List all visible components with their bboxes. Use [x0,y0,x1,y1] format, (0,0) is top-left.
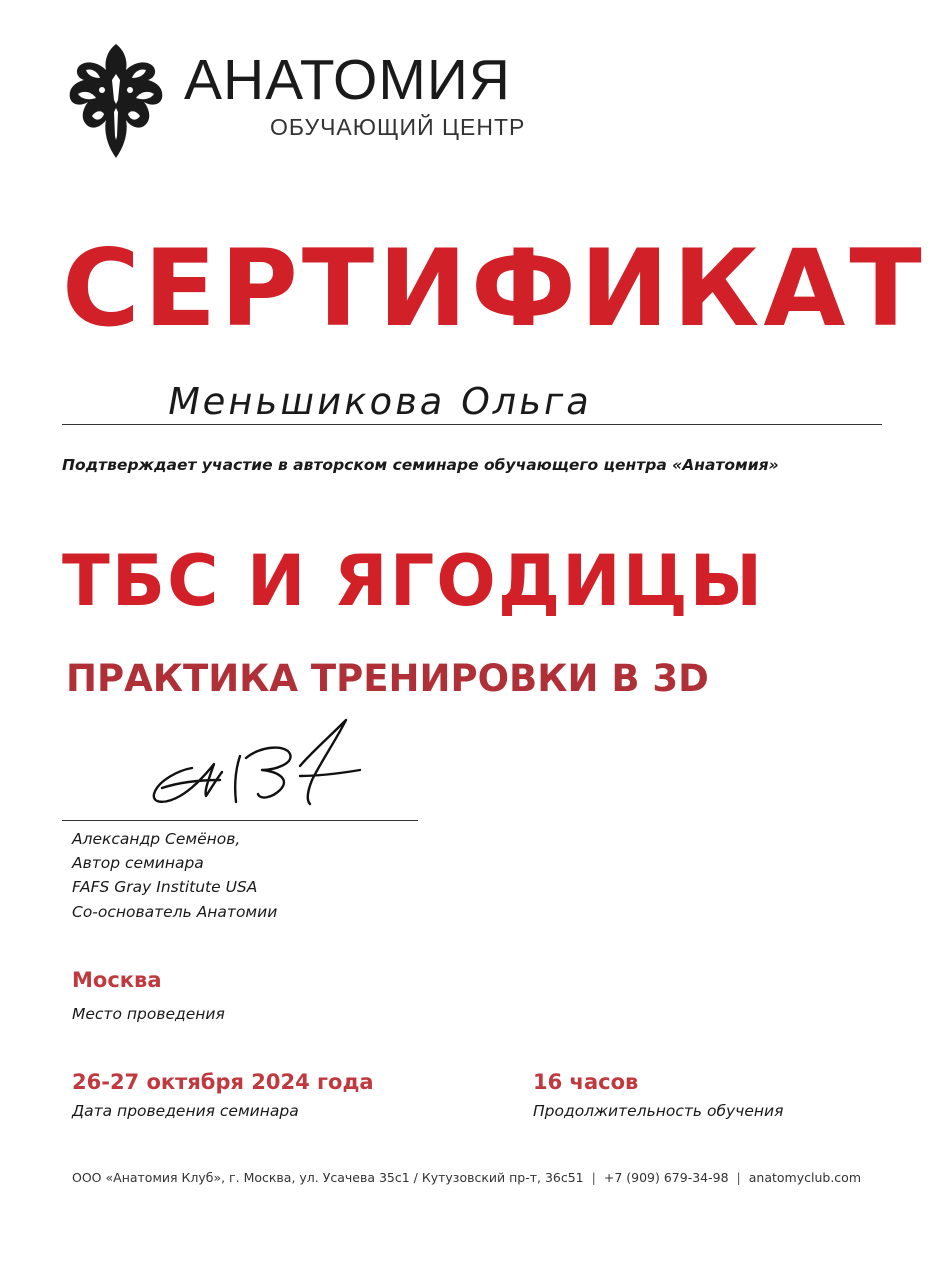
footer-separator: | [736,1170,741,1185]
footer-separator: | [591,1170,596,1185]
footer-website: anatomyclub.com [748,1170,862,1185]
course-hours: 16 часов [533,1070,639,1094]
signature-line [62,820,418,821]
confirmation-text: Подтверждает участие в авторском семинаре обучающего центра «Анатомия» [62,456,779,474]
author-cofounder: Со-основатель Анатомии [72,903,278,921]
event-date: 26-27 октября 2024 года [72,1070,374,1094]
course-hours-label: Продолжительность обучения [533,1102,784,1120]
certificate-title: СЕРТИФИКАТ [62,227,926,350]
event-date-label: Дата проведения семинара [72,1102,299,1120]
anatomy-logo-icon [56,40,176,164]
signature-icon [140,710,380,815]
recipient-name: Меньшикова Ольга [164,380,597,423]
seminar-subtitle: ПРАКТИКА ТРЕНИРОВКИ В 3D [66,657,709,700]
author-role: Автор семинара [72,854,204,872]
brand-name: АНАТОМИЯ [184,48,511,112]
event-city-label: Место проведения [72,1005,225,1023]
event-city: Москва [72,968,162,992]
footer [72,1170,861,1185]
seminar-title: ТБС И ЯГОДИЦЫ [62,540,765,622]
author-credential: FAFS Gray Institute USA [72,878,258,896]
author-name: Александр Семёнов, [72,830,241,848]
name-underline [62,424,882,425]
footer-company: ООО «Анатомия Клуб», г. Москва, ул. Усачева 35с1 / Кутузовский пр-т, 36с51 [72,1170,584,1185]
footer-phone: +7 (909) 679-34-98 [603,1170,729,1185]
brand-subtitle: ОБУЧАЮЩИЙ ЦЕНТР [270,114,526,140]
